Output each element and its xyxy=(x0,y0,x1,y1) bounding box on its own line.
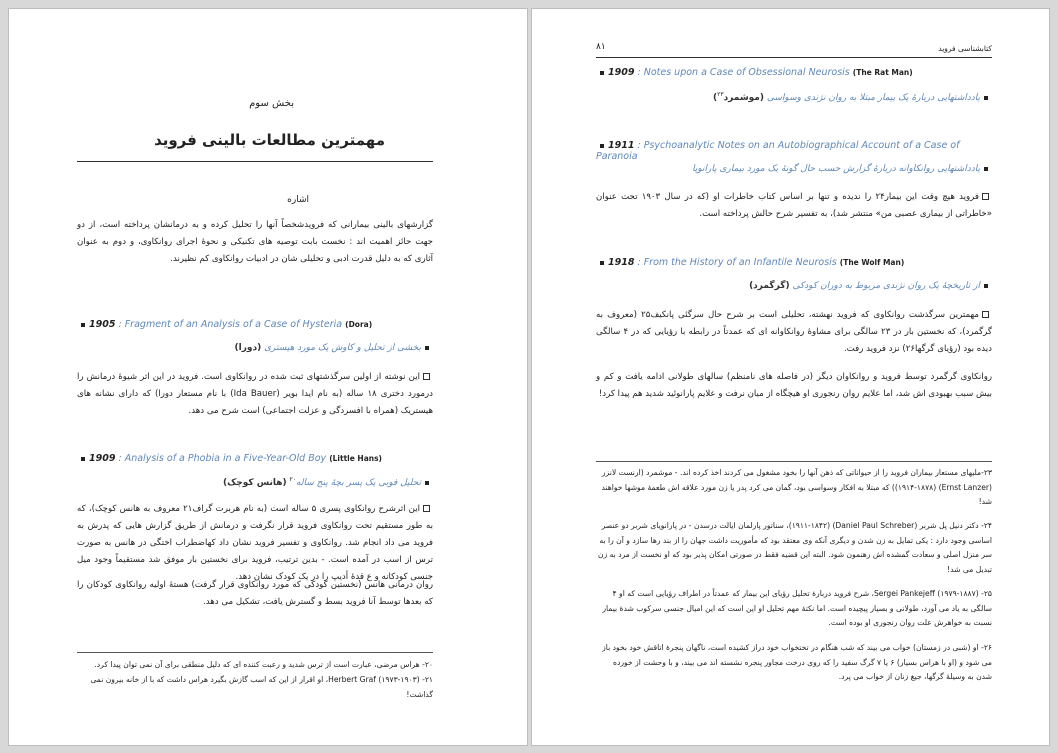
case-fa-title-ratman: یادداشتهایی دربارهٔ یک بیمار مبتلا به روان نژندی وسواسی (موشمرد$^{۲۳}$) xyxy=(596,91,992,103)
left-page xyxy=(8,8,528,746)
case-fa-title-wolfman: از تاریخچهٔ یک روان نژندی مربوط به دوران کودکی (گرگمرد) xyxy=(596,281,992,291)
case-text2-wolfman: روانکاوی گرگمرد توسط فروید و روانکاوان دیگر (در فاصله های نامنظم) سالهای طولانی ادامه یافت و کم و بیش سبب بهبودی اش شد، اما علایم روان رنجوری او هیچگاه از میان نرفت و علایم پارانوئید شدید هم پیدا کرد! xyxy=(596,372,992,399)
bullet-icon xyxy=(425,481,429,485)
case-heading-ratman: 1909 : Notes upon a Case of Obsessional Neurosis (The Rat Man) xyxy=(596,67,996,78)
bullet-icon xyxy=(600,144,604,148)
bullet-icon xyxy=(984,284,988,288)
bullet-icon xyxy=(600,261,604,265)
bullet-icon xyxy=(984,96,988,100)
footnote-25: ۲۵- Sergei Pankejeff (۱۹۷۹-۱۸۸۷)، شرح فروید دربارهٔ تحلیل رؤیای این بیمار که عمدتاً در اطراف رؤیایی است که او ۴ سالگی به یاد می آورد، طولانی و بسیار پیچیده است. اما نکتهٔ مهم تحلیل او این است که این امیال جنسی سرکوب شدهٔ بیمار نسبت به خواهرش علت روان رنجوری او بوده است. xyxy=(602,589,992,627)
title-rule xyxy=(77,161,433,162)
page-number: ۸۱ xyxy=(596,42,606,52)
part-label: بخش سوم xyxy=(249,98,294,109)
case-heading-paranoia: 1911 : Psychoanalytic Notes on an Autobiographical Account of a Case of Paranoia xyxy=(596,140,960,162)
footnote-rule xyxy=(596,461,992,462)
bullet-icon xyxy=(984,167,988,171)
checkbox-icon xyxy=(423,505,430,512)
checkbox-icon xyxy=(982,193,989,200)
case-text-wolfman: مهمترین سرگذشت روانکاوی که فروید نهشته، تحلیلی است بر شرح حال سرگئی پانکیف۲۵ (معروف به گرگمرد)، که نخستین بار در ۲۳ سالگی برای مشاوهٔ روانکاوانه ای که عمدتاً در رابطه با رؤیایی که در ۴ سالگی دیده بود (رؤیای گرگها۲۶) نزد فروید رفت. xyxy=(596,310,993,354)
part-title: مهمترین مطالعات بالینی فروید xyxy=(154,131,385,149)
case-heading-wolfman: 1918 : From the History of an Infantile Neurosis (The Wolf Man) xyxy=(596,257,996,268)
footnote-24: ۲۴- دکتر دنیل پل شربر (Daniel Paul Schreber) (۱۹۱۱-۱۸۴۲)، سناتور پارلمان ایالت درسدن - در پارانویای شربر دو عنصر اساسی وجود دارد : یکی تمایل به زن شدن و دیگری آنکه وی معتقد بود که مأموریت داشت جهان را از بند رها سازد و آن را به سر منزل اصلی و سعادت گمشده اش رهنمون شود. البته این قضیه فقط در صورتی امکان پذیر بود که او نخست از مرد به زن تبدیل می شد! xyxy=(597,521,992,574)
right-page xyxy=(531,8,1050,746)
case-fa-title-paranoia: یادداشتهایی روانکاوانه دربارهٔ گزارش حسب حال گونهٔ یک مورد بیماری پارانویا xyxy=(596,164,992,174)
case-heading-hans: 1909 : Analysis of a Phobia in a Five-Year-Old Boy (Little Hans) xyxy=(77,453,437,464)
footnote-rule xyxy=(77,652,433,653)
footnote-21: ۲۱- Herbert Graf (۱۹۷۳-۱۹۰۳)، او اقرار از این که اسب گازش بگیرد هراس داشت که با از خانه بیرون نمی گذاشت! xyxy=(90,675,433,699)
footnote-20: ۲۰- هراس مرضی، عبارت است از ترس شدید و رعبت کننده ای که دلیل منطقی برای آن نمی توان پیدا کرد. xyxy=(94,660,433,669)
bullet-icon xyxy=(81,323,85,327)
case-heading-dora: 1905 : Fragment of an Analysis of a Case of Hysteria (Dora) xyxy=(77,319,437,330)
case-text2-hans: روان درمانی هانس (نخستین کودکی که مورد روانکاوی قرار گرفت) هستهٔ اولیه روانکاوی کودکان را که بعدها توسط آنا فروید بسط و گسترش یافت، تشکیل می دهد. xyxy=(77,580,433,607)
case-fa-title-hans: تحلیل فوبی یک پسر بچهٔ پنج ساله$^{۲۰}$ (هانس کوچک) xyxy=(77,476,433,488)
case-text-hans: این اثرشرح روانکاوی پسری ۵ ساله است (به نام هربرت گراف۲۱ معروف به هانس کوچک)، که به طور مستقیم تحت روانکاوی فروید قرار نگرفت و درمانش از طریق گزارش هایی که پدرش به فروید می داد انجام شد. روانکاوی و تفسیر فروید نشان داد کهاضطراب اختگی در هانس به صورت ترس از اسب در آمده است. - بدین ترتیب، فروید برای نخستین بار موفق شد مستقیماً وجود میل جنسی کودکانه و ع قدهٔ أدیپ را در یک کودک نشان دهد. xyxy=(77,504,433,582)
bullet-icon xyxy=(600,71,604,75)
running-header: کتابشناسی فروید xyxy=(938,44,992,53)
intro-heading: اشاره xyxy=(287,195,309,205)
bullet-icon xyxy=(425,346,429,350)
case-fa-title-dora: بخشی از تحلیل و کاوش یک مورد هیستری (دورا) xyxy=(77,343,433,353)
footnote-26: ۲۶- او (شبی در زمستان) خواب می بیند که شب هنگام در تختخواب خود دراز کشیده است، ناگهان پنجرهٔ اتاقش خود بخود باز می شود و (او با هراس بسیار) ۶ یا ۷ گرگ سفید را که روی درخت مجاور پنجره نشسته اند می بیند، و با وحشت از خورده شدن به وسیلهٔ گرگها، جیغ زنان از خواب می پرد. xyxy=(602,643,992,681)
case-text-dora: این نوشته از اولین سرگذشتهای ثبت شده در روانکاوی است. فروید در این اثر شیوهٔ درمانش را درمورد دختری ۱۸ ساله (به نام ایدا بویر (Ida Bauer) با نام مستعار دورا) که دارای نشانه های هیستریک (همراه با افسردگی و عزلت اجتماعی) است شرح می دهد. xyxy=(77,372,433,416)
checkbox-icon xyxy=(982,311,989,318)
case-text-paranoia: فروید هیچ وقت این بیمار۲۴ را ندیده و تنها بر اساس کتاب خاطرات او (که در سال ۱۹۰۳ تحت عنوان «خاطراتی از بیماری عصبی من» منتشر شد)، به تفسیر شرح حالش پرداخته است. xyxy=(596,192,992,219)
bullet-icon xyxy=(81,457,85,461)
header-rule xyxy=(596,57,992,58)
checkbox-icon xyxy=(423,373,430,380)
intro-text: گزارشهای بالینی بیمارانی که فرویدشخصاً آنها را تحلیل کرده و به درمانشان پرداخته است، از دو جهت حائز اهمیت اند : نخست بابت توصیه های تکنیکی و نحوهٔ اجرای روانکاوی، و دوم به عنوان آثاری که به دلیل قدرت ادبی و تحلیلی شان در ادبیات روانکاوی کم نظیرند. xyxy=(77,220,433,264)
footnote-23: ۲۳-ملیهای مستعار بیماران فروید را از حیواناتی که ذهن آنها را بخود مشغول می کردند اخذ کرده اند. - موشمرد (ارنست لانزر (Ernst Lanzer) (۱۹۱۴-۱۸۷۸)) که مبتلا به افکار وسواسی بود، گمان می کرد پدر یا زن مورد علاقه اش طعمهٔ موشها خواهند شد! xyxy=(601,468,992,506)
